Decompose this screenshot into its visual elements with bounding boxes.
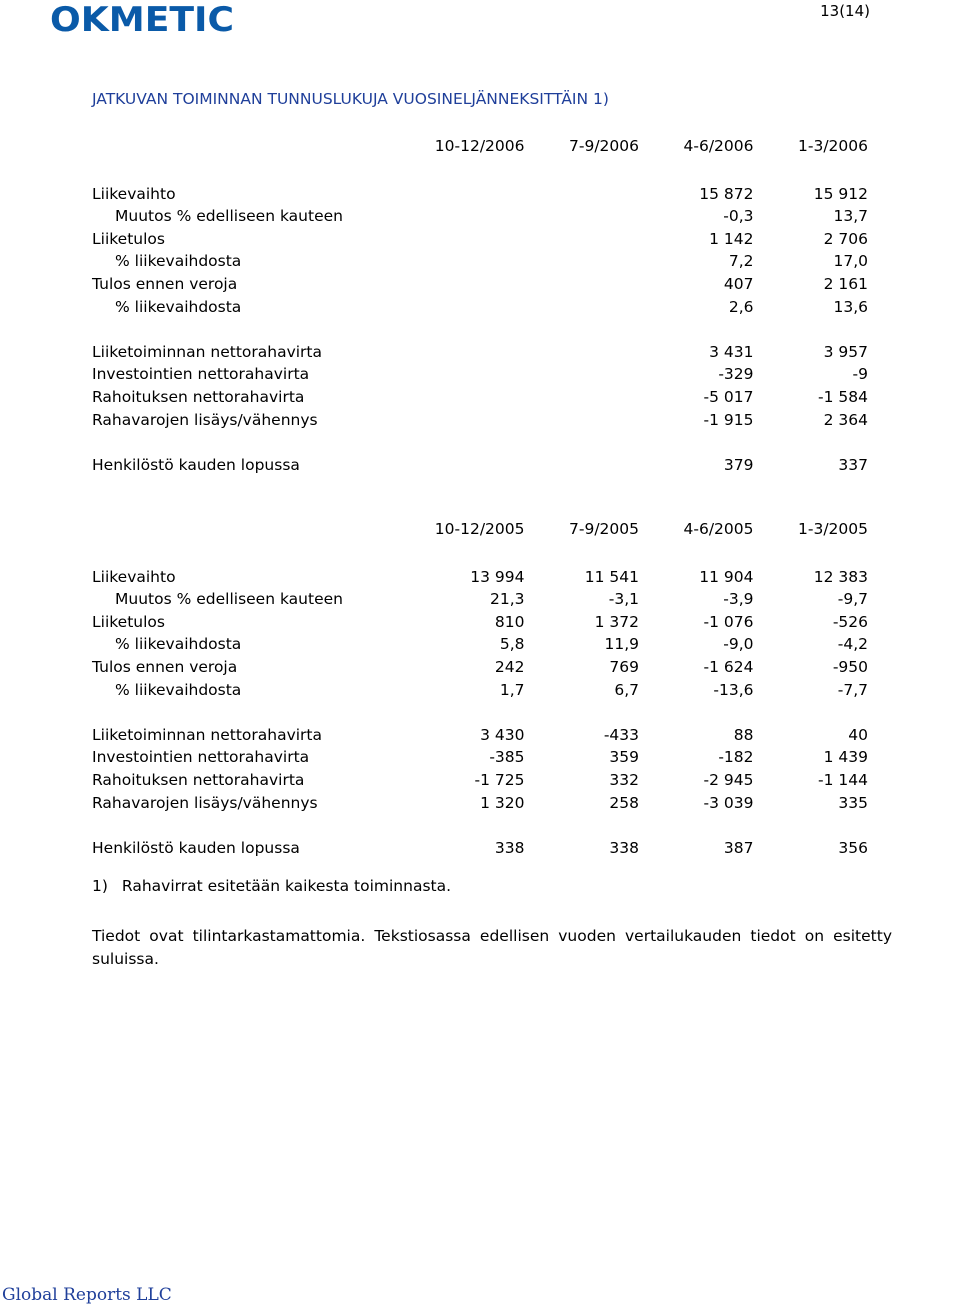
row-label: Rahoituksen nettorahavirta xyxy=(92,770,305,789)
table-2006-header-row xyxy=(92,132,868,160)
value-cell: 11 904 xyxy=(699,567,754,586)
table-row xyxy=(92,205,868,228)
value-cell: -5 017 xyxy=(703,387,754,406)
value-cell: 1 320 xyxy=(480,793,525,812)
value-cell: 337 xyxy=(838,455,868,474)
value-cell: 12 383 xyxy=(813,567,868,586)
value-cell xyxy=(525,341,640,364)
value-cell: -4,2 xyxy=(837,635,868,654)
value-cell: 5,8 xyxy=(499,635,525,654)
value-cell xyxy=(410,454,525,477)
value-cell: 332 xyxy=(609,770,639,789)
value-cell: 17,0 xyxy=(833,252,868,271)
table-row xyxy=(92,588,868,611)
value-cell: 242 xyxy=(494,657,525,676)
value-cell: 21,3 xyxy=(489,590,525,609)
value-cell: 338 xyxy=(494,838,525,857)
value-cell: 15 872 xyxy=(699,184,754,203)
value-cell: 1,7 xyxy=(499,680,525,699)
column-header: 10-12/2005 xyxy=(434,519,525,538)
value-cell: -1 584 xyxy=(818,387,868,406)
table-row xyxy=(92,273,868,296)
column-header: 1-3/2005 xyxy=(798,519,868,538)
value-cell: -0,3 xyxy=(723,207,754,226)
value-cell: -1 915 xyxy=(703,410,754,429)
value-cell: 356 xyxy=(838,838,868,857)
value-cell: 3 431 xyxy=(709,342,754,361)
value-cell: 11,9 xyxy=(604,635,639,654)
page-title: JATKUVAN TOIMINNAN TUNNUSLUKUJA VUOSINELJÄNNEKSITTÄIN 1) xyxy=(92,90,609,108)
table-row xyxy=(92,792,868,815)
header-blank-cell xyxy=(92,132,410,160)
value-cell xyxy=(410,273,525,296)
table-row xyxy=(92,250,868,273)
row-label: Rahavarojen lisäys/vähennys xyxy=(92,410,318,429)
table-row xyxy=(92,566,868,589)
value-cell xyxy=(525,454,640,477)
value-cell: -7,7 xyxy=(837,680,868,699)
value-cell: -950 xyxy=(832,657,868,676)
value-cell: -329 xyxy=(718,365,754,384)
row-spacer xyxy=(92,701,868,724)
footnote xyxy=(92,877,451,895)
column-header: 4-6/2005 xyxy=(683,519,754,538)
value-cell: 1 439 xyxy=(823,748,868,767)
footnote-marker: 1) xyxy=(92,877,108,895)
table-row xyxy=(92,679,868,702)
table-2005 xyxy=(92,515,868,859)
value-cell: -526 xyxy=(832,612,868,631)
row-label: Liiketulos xyxy=(92,229,165,248)
row-spacer xyxy=(92,160,868,183)
table-row xyxy=(92,611,868,634)
value-cell xyxy=(525,205,640,228)
row-spacer xyxy=(92,431,868,454)
value-cell: 3 430 xyxy=(480,725,525,744)
column-header: 4-6/2006 xyxy=(683,136,754,155)
row-spacer xyxy=(92,814,868,837)
table-row xyxy=(92,341,868,364)
value-cell: -1 076 xyxy=(703,612,754,631)
value-cell: 335 xyxy=(838,793,868,812)
table-row xyxy=(92,769,868,792)
row-label: Rahoituksen nettorahavirta xyxy=(92,387,305,406)
value-cell xyxy=(525,409,640,432)
value-cell xyxy=(410,386,525,409)
table-row xyxy=(92,724,868,747)
value-cell: 3 957 xyxy=(823,342,868,361)
value-cell: -13,6 xyxy=(713,680,754,699)
value-cell: 2,6 xyxy=(728,297,754,316)
value-cell: -9,0 xyxy=(723,635,754,654)
value-cell xyxy=(410,183,525,206)
column-header: 7-9/2005 xyxy=(569,519,639,538)
value-cell: 11 541 xyxy=(584,567,639,586)
watermark: Global Reports LLC xyxy=(2,1285,172,1305)
audit-notice: Tiedot ovat tilintarkastamattomia. Tekstiosassa edellisen vuoden vertailukauden tiedot on esitetty suluissa. xyxy=(92,927,892,968)
table-row xyxy=(92,228,868,251)
value-cell xyxy=(410,409,525,432)
page-number: 13(14) xyxy=(820,2,870,20)
value-cell: 13 994 xyxy=(470,567,525,586)
value-cell: 359 xyxy=(609,748,639,767)
okmetic-logo xyxy=(50,0,236,36)
table-row xyxy=(92,363,868,386)
value-cell: -1 624 xyxy=(703,657,754,676)
value-cell xyxy=(525,273,640,296)
row-label: Investointien nettorahavirta xyxy=(92,365,310,384)
row-label: Rahavarojen lisäys/vähennys xyxy=(92,793,318,812)
value-cell xyxy=(525,296,640,319)
row-label: Henkilöstö kauden lopussa xyxy=(92,838,300,857)
value-cell: 6,7 xyxy=(614,680,639,699)
row-spacer xyxy=(92,543,868,566)
table-row xyxy=(92,837,868,860)
table-row xyxy=(92,386,868,409)
row-label: % liikevaihdosta xyxy=(115,297,242,316)
column-header: 1-3/2006 xyxy=(798,136,868,155)
value-cell xyxy=(410,296,525,319)
table-row xyxy=(92,656,868,679)
footnote-text: Rahavirrat esitetään kaikesta toiminnasta. xyxy=(121,877,452,895)
value-cell: 2 161 xyxy=(823,274,868,293)
value-cell: 407 xyxy=(723,274,754,293)
value-cell: -1 725 xyxy=(474,770,525,789)
value-cell xyxy=(525,386,640,409)
row-label: Henkilöstö kauden lopussa xyxy=(92,455,300,474)
value-cell: 2 706 xyxy=(823,229,868,248)
row-label: Liiketoiminnan nettorahavirta xyxy=(92,725,322,744)
value-cell: 387 xyxy=(723,838,754,857)
value-cell: -433 xyxy=(603,725,639,744)
table-row xyxy=(92,454,868,477)
row-label: Tulos ennen veroja xyxy=(92,274,238,293)
row-label: % liikevaihdosta xyxy=(115,680,242,699)
value-cell: 769 xyxy=(609,657,639,676)
row-label: Liiketoiminnan nettorahavirta xyxy=(92,342,322,361)
row-label: Tulos ennen veroja xyxy=(92,657,238,676)
value-cell: 338 xyxy=(609,838,639,857)
value-cell: 88 xyxy=(733,725,754,744)
value-cell: -3,1 xyxy=(608,590,639,609)
table-row xyxy=(92,633,868,656)
value-cell xyxy=(525,250,640,273)
logo-text: OKMETIC xyxy=(50,0,235,36)
value-cell: 40 xyxy=(848,725,868,744)
row-label: % liikevaihdosta xyxy=(115,635,242,654)
value-cell xyxy=(410,363,525,386)
table-2006 xyxy=(92,132,868,476)
column-header: 7-9/2006 xyxy=(569,136,639,155)
row-label: Muutos % edelliseen kauteen xyxy=(115,207,343,226)
value-cell xyxy=(410,228,525,251)
value-cell: 810 xyxy=(494,612,525,631)
row-label: Liiketulos xyxy=(92,612,165,631)
value-cell: -9 xyxy=(852,365,868,384)
row-label: % liikevaihdosta xyxy=(115,252,242,271)
row-spacer xyxy=(92,318,868,341)
value-cell xyxy=(525,183,640,206)
column-header: 10-12/2006 xyxy=(434,136,525,155)
table-2005-header-row xyxy=(92,515,868,543)
value-cell: 258 xyxy=(609,793,639,812)
value-cell: 2 364 xyxy=(823,410,868,429)
value-cell: -182 xyxy=(718,748,754,767)
value-cell: -1 144 xyxy=(818,770,868,789)
value-cell: 379 xyxy=(723,455,754,474)
table-row xyxy=(92,746,868,769)
value-cell: -3 039 xyxy=(703,793,754,812)
row-label: Liikevaihto xyxy=(92,567,176,586)
value-cell: -385 xyxy=(489,748,525,767)
value-cell xyxy=(410,341,525,364)
value-cell: 13,7 xyxy=(833,207,868,226)
row-label: Liikevaihto xyxy=(92,184,176,203)
row-label: Muutos % edelliseen kauteen xyxy=(115,590,343,609)
value-cell: 15 912 xyxy=(813,184,868,203)
value-cell xyxy=(525,363,640,386)
value-cell: 1 142 xyxy=(709,229,754,248)
table-row xyxy=(92,409,868,432)
value-cell: -3,9 xyxy=(723,590,754,609)
value-cell: -9,7 xyxy=(837,590,868,609)
value-cell: -2 945 xyxy=(703,770,754,789)
header-blank-cell xyxy=(92,515,410,543)
table-row xyxy=(92,183,868,206)
value-cell xyxy=(525,228,640,251)
value-cell xyxy=(410,205,525,228)
row-label: Investointien nettorahavirta xyxy=(92,748,310,767)
value-cell: 1 372 xyxy=(594,612,639,631)
value-cell: 13,6 xyxy=(833,297,868,316)
table-row xyxy=(92,296,868,319)
value-cell: 7,2 xyxy=(728,252,754,271)
value-cell xyxy=(410,250,525,273)
